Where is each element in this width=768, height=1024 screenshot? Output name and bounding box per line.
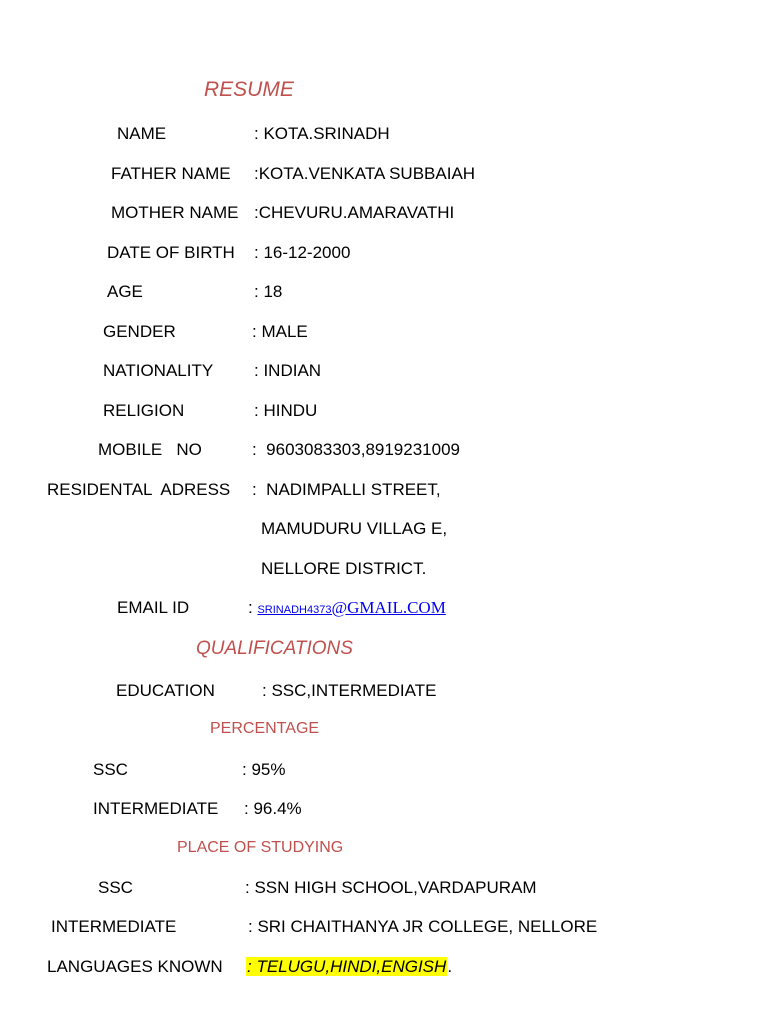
resume-title: RESUME	[204, 78, 294, 101]
father-name-value: :KOTA.VENKATA SUBBAIAH	[254, 164, 476, 183]
address-line-2: MAMUDURU VILLAG E,	[261, 519, 448, 538]
address-line-3: NELLORE DISTRICT.	[261, 559, 427, 578]
ssc-school-value: : SSN HIGH SCHOOL,VARDAPURAM	[245, 878, 537, 897]
nationality-value: : INDIAN	[254, 361, 322, 380]
ssc-percentage-label: SSC	[93, 760, 128, 779]
address-line-1: : NADIMPALLI STREET,	[252, 480, 441, 499]
age-value: : 18	[254, 282, 283, 301]
languages-value-line	[246, 957, 452, 977]
intermediate-percentage-label: INTERMEDIATE	[93, 799, 219, 818]
email-label: EMAIL ID	[117, 598, 190, 617]
gender-value: : MALE	[252, 322, 308, 341]
intermediate-percentage-value: : 96.4%	[244, 799, 302, 818]
email-value	[248, 598, 446, 620]
ssc-school-label: SSC	[98, 878, 133, 897]
age-label: AGE	[107, 282, 143, 301]
name-value: : KOTA.SRINADH	[254, 124, 390, 143]
ssc-percentage-value: : 95%	[242, 760, 286, 779]
languages-period: .	[447, 957, 453, 976]
dob-label: DATE OF BIRTH	[107, 243, 235, 262]
email-link-user[interactable]: SRINADH4373	[257, 604, 332, 616]
intermediate-college-value: : SRI CHAITHANYA JR COLLEGE, NELLORE	[248, 917, 598, 936]
mobile-label: MOBILE NO	[98, 440, 202, 459]
email-link-domain[interactable]: @GMAIL.COM	[331, 598, 446, 617]
religion-label: RELIGION	[103, 401, 185, 420]
nationality-label: NATIONALITY	[103, 361, 214, 380]
father-name-label: FATHER NAME	[111, 164, 231, 183]
education-label: EDUCATION	[116, 681, 215, 700]
name-label: NAME	[117, 124, 167, 143]
dob-value: : 16-12-2000	[254, 243, 351, 262]
intermediate-college-label: INTERMEDIATE	[51, 917, 177, 936]
languages-value: : TELUGU,HINDI,ENGISH	[247, 957, 447, 976]
religion-value: : HINDU	[254, 401, 318, 420]
education-value: : SSC,INTERMEDIATE	[262, 681, 437, 700]
place-of-studying-heading: PLACE OF STUDYING	[177, 839, 344, 856]
gender-label: GENDER	[103, 322, 176, 341]
mother-name-value: :CHEVURU.AMARAVATHI	[254, 203, 455, 222]
percentage-heading: PERCENTAGE	[210, 720, 320, 737]
mobile-value: : 9603083303,8919231009	[252, 440, 460, 459]
qualifications-heading: QUALIFICATIONS	[196, 638, 353, 659]
languages-label: LANGUAGES KNOWN	[47, 957, 223, 976]
address-label: RESIDENTAL ADRESS	[47, 480, 231, 499]
email-colon: :	[248, 598, 253, 617]
mother-name-label: MOTHER NAME	[111, 203, 239, 222]
